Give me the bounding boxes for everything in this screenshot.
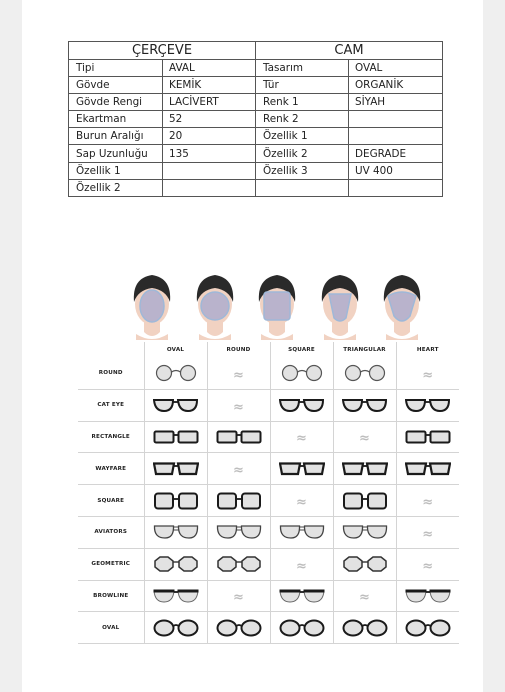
frame-value: AVAL <box>163 60 256 77</box>
frame-face-chart <box>78 342 459 644</box>
spec-row <box>69 145 443 162</box>
browline-glasses-icon <box>144 580 207 612</box>
frame-value <box>163 179 256 196</box>
frame-value: LACİVERT <box>163 94 256 111</box>
lens-label: Renk 1 <box>256 94 349 111</box>
frame-type-label: GEOMETRIC <box>78 548 144 580</box>
round-glasses-icon <box>270 358 333 389</box>
geometric-glasses-icon <box>207 548 270 580</box>
face-shape-header: OVAL <box>144 342 207 358</box>
spec-table <box>68 41 443 197</box>
browline-glasses-icon <box>396 580 459 612</box>
frame-type-label: AVIATORS <box>78 516 144 548</box>
frame-row <box>78 485 459 517</box>
frame-row <box>78 389 459 421</box>
frame-label: Özellik 1 <box>69 162 163 179</box>
browline-glasses-icon <box>270 580 333 612</box>
frame-label: Ekartman <box>69 111 163 128</box>
lens-value: OVAL <box>349 60 443 77</box>
not-recommended-icon: ≈ <box>396 485 459 517</box>
frame-type-label: ROUND <box>78 358 144 389</box>
lens-value: SİYAH <box>349 94 443 111</box>
wayfarer-glasses-icon <box>396 453 459 485</box>
face-square-illustration <box>247 270 307 340</box>
lens-label: Tür <box>256 77 349 94</box>
wayfarer-glasses-icon <box>333 453 396 485</box>
geometric-glasses-icon <box>144 548 207 580</box>
face-shape-header: ROUND <box>207 342 270 358</box>
not-recommended-icon: ≈ <box>207 389 270 421</box>
frame-row <box>78 421 459 453</box>
frame-row <box>78 580 459 612</box>
not-recommended-icon: ≈ <box>207 358 270 389</box>
spec-header-row <box>69 42 443 60</box>
frame-row <box>78 548 459 580</box>
rectangle-glasses-icon <box>396 421 459 453</box>
chart-corner <box>78 342 144 358</box>
oval-glasses-icon <box>270 612 333 644</box>
lens-value <box>349 111 443 128</box>
lens-value <box>349 128 443 145</box>
oval-glasses-icon <box>333 612 396 644</box>
lens-label: Özellik 3 <box>256 162 349 179</box>
spec-row <box>69 128 443 145</box>
cat-eye-glasses-icon <box>144 389 207 421</box>
lens-label: Renk 2 <box>256 111 349 128</box>
not-recommended-icon: ≈ <box>207 453 270 485</box>
aviator-glasses-icon <box>144 516 207 548</box>
square-glasses-icon <box>207 485 270 517</box>
face-shape-row <box>122 270 467 340</box>
aviator-glasses-icon <box>207 516 270 548</box>
wayfarer-glasses-icon <box>144 453 207 485</box>
frame-value: 20 <box>163 128 256 145</box>
spec-row <box>69 179 443 196</box>
not-recommended-icon: ≈ <box>207 580 270 612</box>
spec-row <box>69 162 443 179</box>
oval-glasses-icon <box>207 612 270 644</box>
geometric-glasses-icon <box>333 548 396 580</box>
lens-value: ORGANİK <box>349 77 443 94</box>
frame-label: Özellik 2 <box>69 179 163 196</box>
frame-type-label: WAYFARE <box>78 453 144 485</box>
frame-type-label: SQUARE <box>78 485 144 517</box>
frame-label: Burun Aralığı <box>69 128 163 145</box>
frame-type-label: CAT EYE <box>78 389 144 421</box>
frame-row <box>78 358 459 389</box>
rectangle-glasses-icon <box>207 421 270 453</box>
frame-type-label: RECTANGLE <box>78 421 144 453</box>
frame-value <box>163 162 256 179</box>
spec-row <box>69 77 443 94</box>
round-glasses-icon <box>333 358 396 389</box>
cat-eye-glasses-icon <box>396 389 459 421</box>
lens-value: UV 400 <box>349 162 443 179</box>
rectangle-glasses-icon <box>144 421 207 453</box>
lens-value <box>349 179 443 196</box>
round-glasses-icon <box>144 358 207 389</box>
spec-row <box>69 94 443 111</box>
lens-value: DEGRADE <box>349 145 443 162</box>
lens-header: CAM <box>256 42 443 60</box>
aviator-glasses-icon <box>333 516 396 548</box>
face-heart-illustration <box>372 270 432 340</box>
lens-label <box>256 179 349 196</box>
frame-row <box>78 453 459 485</box>
wayfarer-glasses-icon <box>270 453 333 485</box>
frame-value: 135 <box>163 145 256 162</box>
not-recommended-icon: ≈ <box>270 485 333 517</box>
not-recommended-icon: ≈ <box>270 548 333 580</box>
oval-glasses-icon <box>144 612 207 644</box>
lens-label: Özellik 1 <box>256 128 349 145</box>
cat-eye-glasses-icon <box>270 389 333 421</box>
frame-type-label: BROWLINE <box>78 580 144 612</box>
spec-row <box>69 111 443 128</box>
not-recommended-icon: ≈ <box>270 421 333 453</box>
not-recommended-icon: ≈ <box>333 580 396 612</box>
not-recommended-icon: ≈ <box>396 548 459 580</box>
face-shape-header: HEART <box>396 342 459 358</box>
not-recommended-icon: ≈ <box>396 516 459 548</box>
face-triangular-illustration <box>310 270 370 340</box>
spec-row <box>69 60 443 77</box>
frame-value: 52 <box>163 111 256 128</box>
square-glasses-icon <box>144 485 207 517</box>
cat-eye-glasses-icon <box>333 389 396 421</box>
frame-label: Gövde <box>69 77 163 94</box>
face-round-illustration <box>185 270 245 340</box>
face-shape-header: TRIANGULAR <box>333 342 396 358</box>
frame-label: Sap Uzunluğu <box>69 145 163 162</box>
frame-type-label: OVAL <box>78 612 144 644</box>
aviator-glasses-icon <box>270 516 333 548</box>
frame-row <box>78 612 459 644</box>
frame-row <box>78 516 459 548</box>
face-shape-header: SQUARE <box>270 342 333 358</box>
oval-glasses-icon <box>396 612 459 644</box>
frame-header: ÇERÇEVE <box>69 42 256 60</box>
frame-label: Tipi <box>69 60 163 77</box>
not-recommended-icon: ≈ <box>333 421 396 453</box>
frame-value: KEMİK <box>163 77 256 94</box>
lens-label: Özellik 2 <box>256 145 349 162</box>
face-oval-illustration <box>122 270 182 340</box>
product-sheet <box>22 0 483 692</box>
lens-label: Tasarım <box>256 60 349 77</box>
not-recommended-icon: ≈ <box>396 358 459 389</box>
square-glasses-icon <box>333 485 396 517</box>
frame-label: Gövde Rengi <box>69 94 163 111</box>
